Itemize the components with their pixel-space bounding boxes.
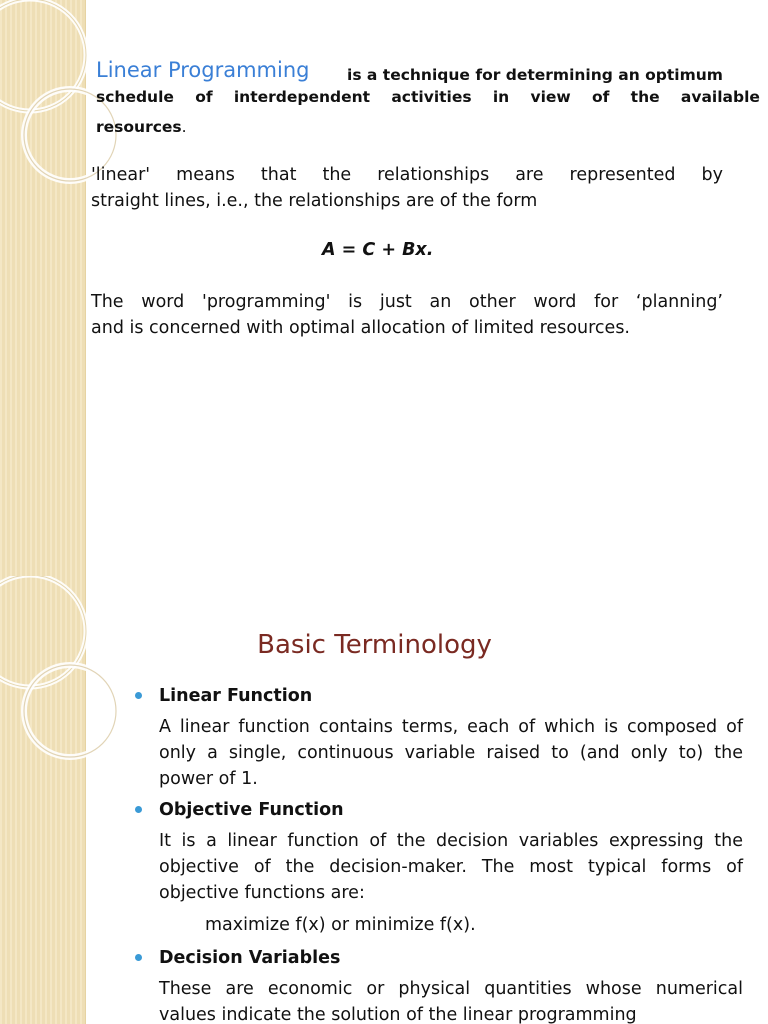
bullet-icon [135, 692, 142, 699]
formula: A = C + Bx. [322, 240, 434, 260]
section-heading-text: Basic Terminology [257, 630, 492, 660]
word: available [680, 88, 760, 106]
word: activities [391, 88, 472, 106]
term-formula: maximize f(x) or minimize f(x). [205, 915, 476, 935]
term-description: It is a linear function of the decision variables expressing the objective of the decision-maker. The most typical forms of objective functions are: [159, 831, 743, 903]
lp-title: Linear Programming [96, 58, 310, 82]
list-item [135, 946, 743, 1024]
programming-paragraph-line2: and is concerned with optimal allocation of limited resources. [91, 318, 630, 338]
decorative-rings-icon [0, 576, 120, 836]
linear-paragraph-line2: straight lines, i.e., the relationships are of the form [91, 191, 538, 211]
linear-paragraph [91, 162, 723, 214]
word: the [630, 88, 660, 106]
bullet-icon [135, 806, 142, 813]
programming-paragraph-line1: The word 'programming' is just an other word for ‘planning’ [91, 292, 723, 312]
section-heading [0, 630, 768, 660]
term-description: A linear function contains terms, each of which is composed of only a single, continuous variable raised to (and only to) the power of 1. [159, 717, 743, 789]
term-title: Linear Function [159, 686, 313, 706]
period: . [181, 118, 187, 136]
list-item [135, 798, 743, 938]
lp-definition-line3 [96, 118, 187, 136]
list-item [135, 684, 743, 792]
term-title: Objective Function [159, 800, 344, 820]
term-description: These are economic or physical quantities whose numerical values indicate the solution of the linear programming [159, 979, 743, 1024]
terminology-list [135, 684, 743, 1024]
linear-paragraph-line1: 'linear' means that the relationships are represented by [91, 165, 723, 185]
word: interdependent [233, 88, 371, 106]
word: in [492, 88, 510, 106]
resources-word: resources [96, 118, 182, 136]
lp-definition-line2 [96, 88, 760, 106]
word: of [592, 88, 610, 106]
bullet-icon [135, 954, 142, 961]
word: of [195, 88, 213, 106]
word: view [530, 88, 571, 106]
word: schedule [96, 88, 174, 106]
lp-definition-line1: is a technique for determining an optimum [347, 66, 723, 84]
term-title: Decision Variables [159, 948, 341, 968]
programming-paragraph [91, 289, 723, 341]
slide-2 [0, 576, 768, 1024]
